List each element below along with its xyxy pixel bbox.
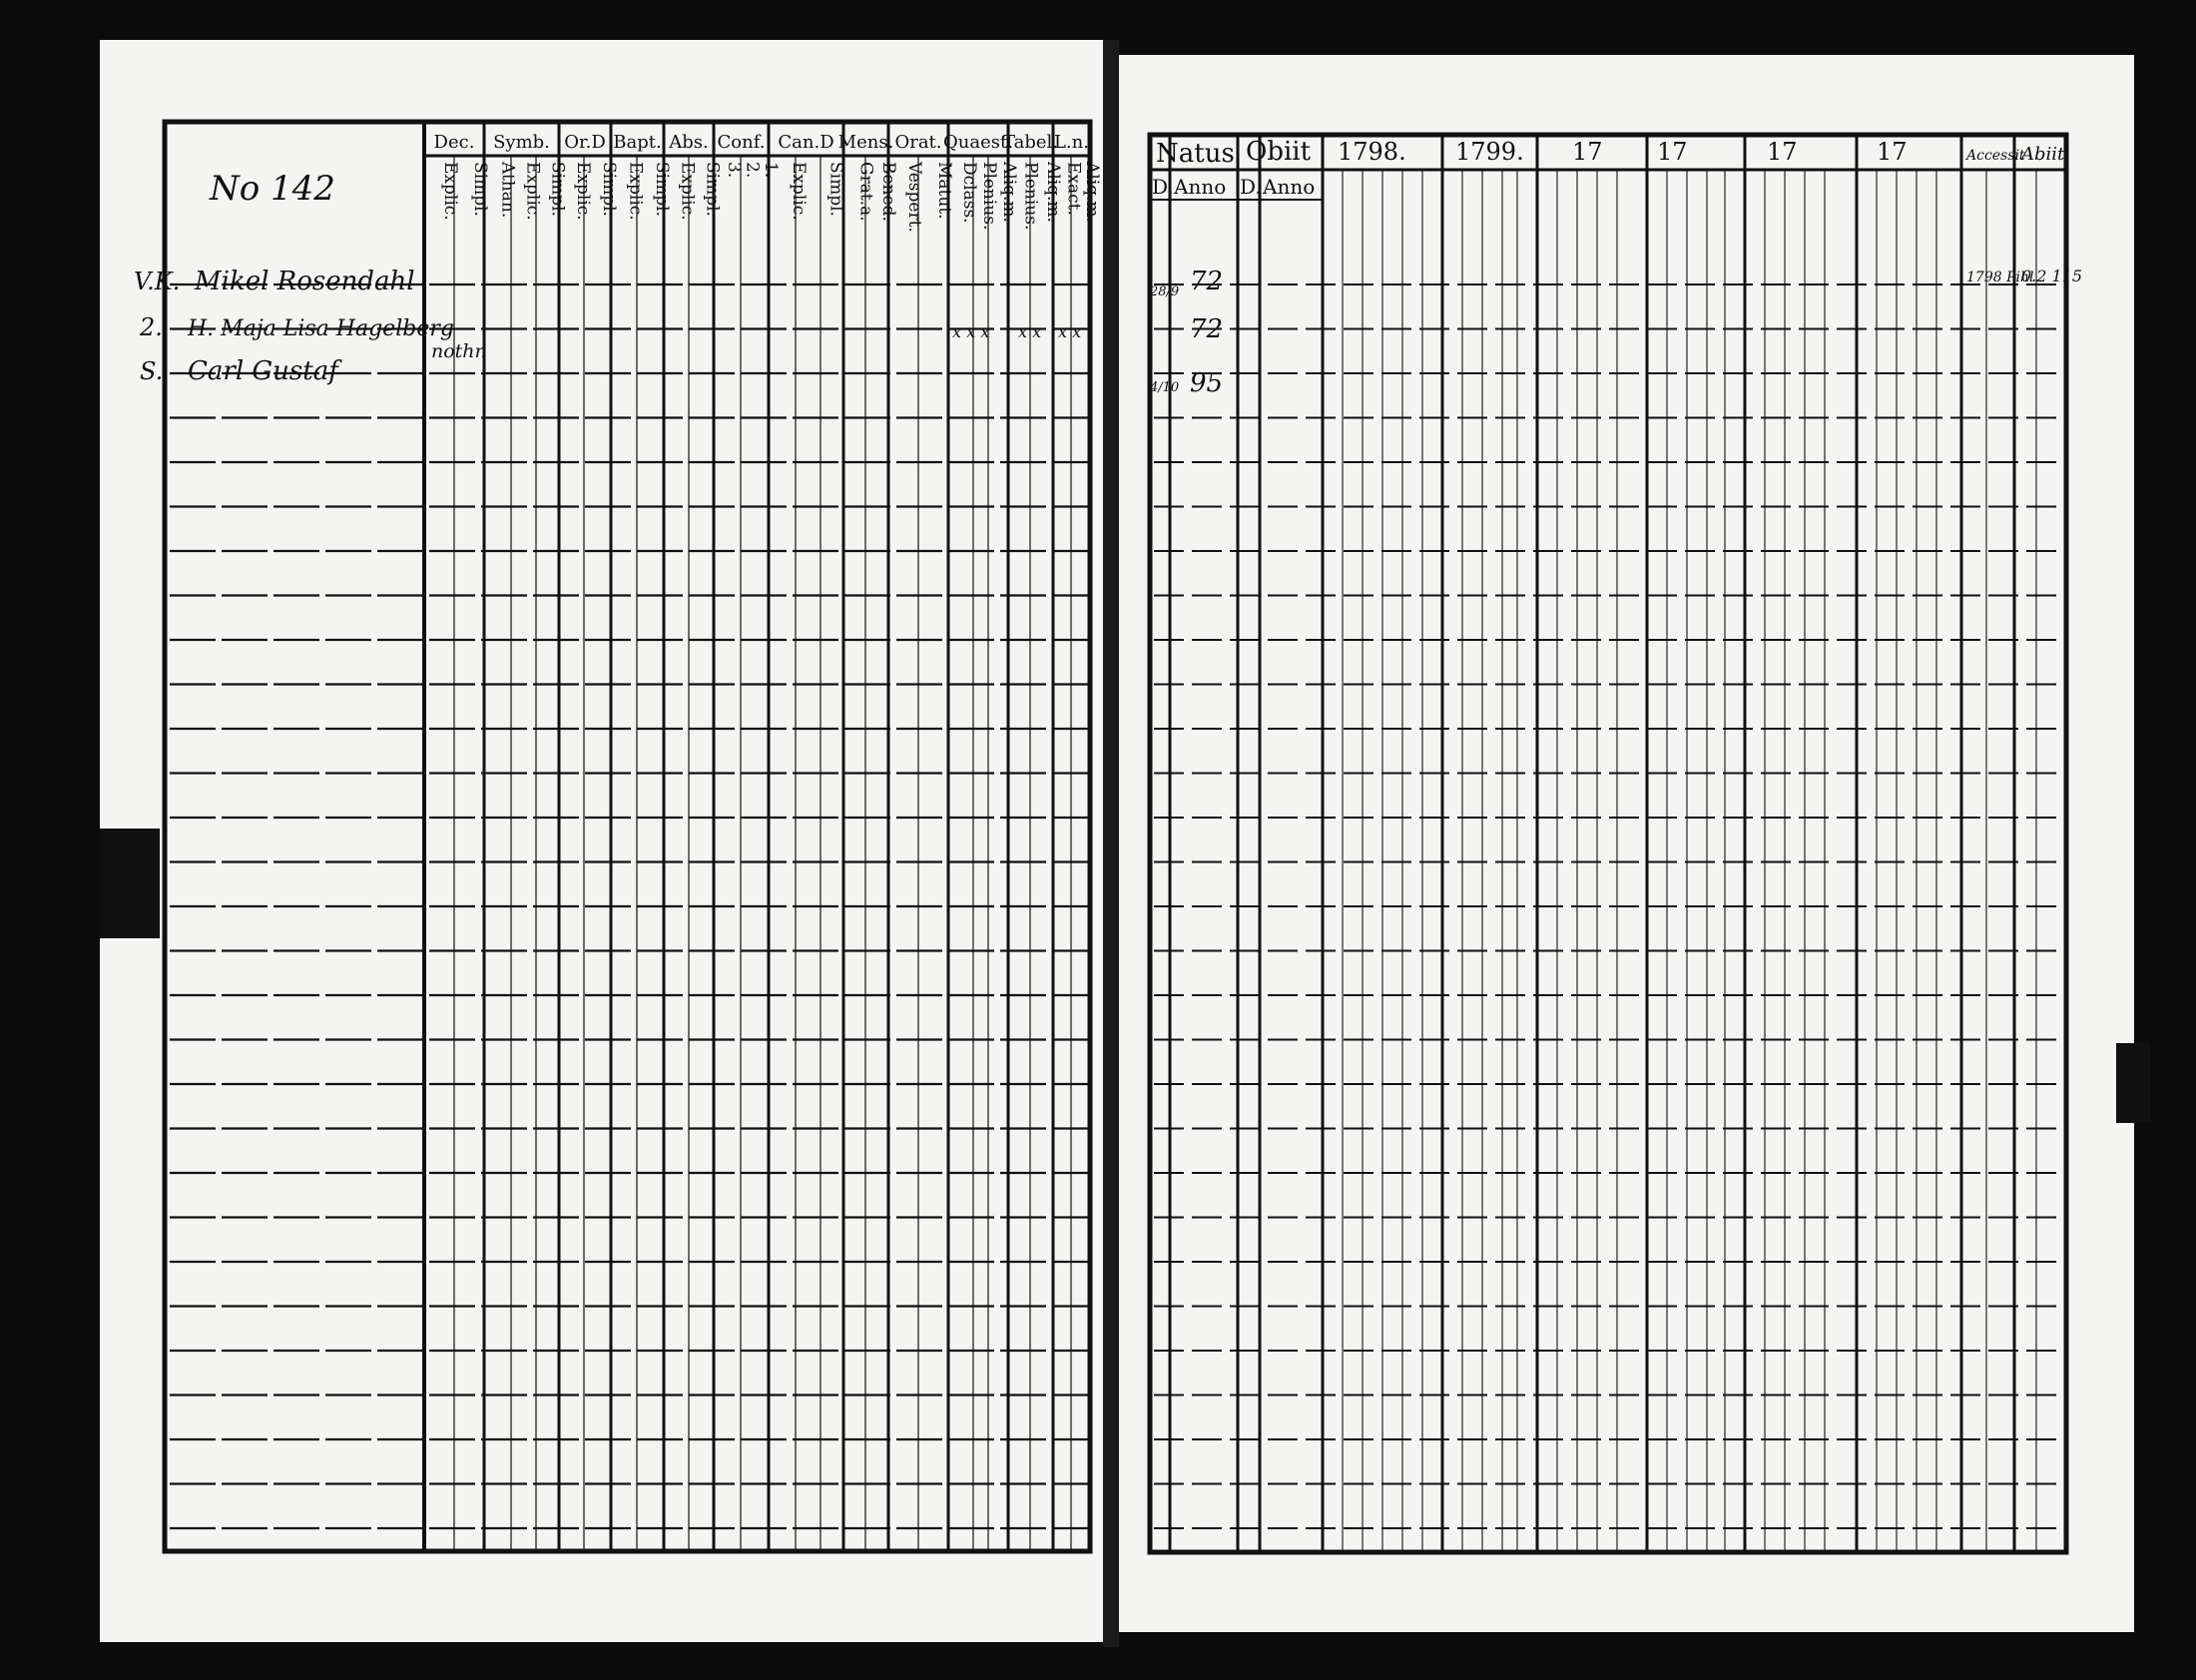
column-header-sub: Matut. <box>934 162 954 220</box>
column-header-sub: Simpl. <box>599 162 619 217</box>
accessit-header: Accessit <box>1966 148 2025 164</box>
column-header-sub: Explic. <box>522 162 543 221</box>
column-header-sub: 3. <box>724 162 745 179</box>
column-header-sub: Explic. <box>788 162 809 221</box>
column-header-top: Conf. <box>717 132 766 153</box>
birth-year: 95 <box>1190 368 1224 398</box>
tabel-mark: x x <box>1018 322 1042 341</box>
accessit-entry: 1798 Pihl <box>1966 270 2034 285</box>
household-number: No 142 <box>210 169 335 209</box>
year-header: 17 <box>1877 138 1908 166</box>
birth-day: 4/10 <box>1150 380 1180 395</box>
person-mark: 2. <box>140 313 163 341</box>
column-header-sub: 1. <box>760 162 781 179</box>
person-name: Carl Gustaf <box>188 356 338 386</box>
obiit-header: Obiit <box>1246 137 1312 167</box>
left-tab <box>100 829 160 938</box>
quaest-mark: x x x <box>952 322 990 341</box>
book-gutter <box>1103 40 1119 1647</box>
birth-year: 72 <box>1190 314 1224 344</box>
person-name: H. Maja Lisa Hagelberg <box>188 316 454 341</box>
abiit-header: Abiit <box>2021 144 2065 165</box>
column-header-sub: Simpl. <box>651 162 672 217</box>
column-header-sub: Simpl. <box>825 162 846 217</box>
year-header: 1798. <box>1338 138 1406 166</box>
column-header-sub: Explic. <box>677 162 698 221</box>
column-header-sub: Plenius. <box>979 162 999 231</box>
column-header-sub: Athan. <box>497 162 518 219</box>
column-header-sub: Vespert. <box>904 162 924 233</box>
column-header-sub: Bened. <box>877 162 898 222</box>
column-header-top: Abs. <box>669 132 709 153</box>
column-header-top: Or.D <box>564 132 606 153</box>
column-header-top: Symb. <box>493 132 550 153</box>
column-header-sub: 2. <box>742 162 763 179</box>
person-name: Mikel Rosendahl <box>195 267 415 296</box>
column-header-sub: Plenius. <box>1020 162 1041 231</box>
column-header-top: Can.D <box>778 132 834 153</box>
right-tab <box>2116 1043 2151 1123</box>
person-mark: V.K. <box>134 268 181 295</box>
column-header-sub: Simpl. <box>470 162 490 217</box>
column-header-top: Dec. <box>433 132 475 153</box>
column-header-sub: Aliq.m. <box>1081 162 1102 223</box>
column-header-sub: Grat.a. <box>855 162 876 222</box>
year-header: 17 <box>1657 138 1688 166</box>
column-header-top: Bapt. <box>613 132 662 153</box>
obiit-year-header: Anno <box>1263 175 1316 199</box>
natus-header: Natus <box>1156 139 1235 169</box>
note-nothn: nothn <box>431 340 487 362</box>
column-header-top: L.n. <box>1054 132 1089 153</box>
birth-day: 28/9 <box>1150 284 1180 299</box>
person-row <box>134 267 415 296</box>
lasning-mark: x x <box>1058 322 1082 341</box>
column-header-sub: Explic. <box>573 162 593 221</box>
column-header-top: Orat. <box>894 132 942 153</box>
column-header-top: Mens. <box>837 132 894 153</box>
natus-year-header: Anno <box>1174 175 1227 199</box>
column-header-sub: Simpl. <box>702 162 723 217</box>
person-mark: S. <box>140 357 164 385</box>
move-row <box>1966 267 2082 285</box>
birth-year: 72 <box>1190 267 1224 296</box>
column-header-top: Quaest. <box>943 132 1013 153</box>
column-header-sub: Aliq.m. <box>1042 162 1063 223</box>
column-header-sub: Explic. <box>625 162 646 221</box>
column-header-top: Tabel. <box>1003 132 1058 153</box>
column-header-sub: Simpl. <box>547 162 568 217</box>
year-header: 17 <box>1572 138 1603 166</box>
birth-row <box>1190 314 1223 344</box>
obiit-day-header: D. <box>1240 175 1262 199</box>
natus-day-header: D. <box>1152 175 1174 199</box>
column-header-sub: Exact. <box>1063 162 1084 216</box>
year-header: 17 <box>1767 138 1798 166</box>
abiit-entry: 0.2 115 <box>2021 267 2083 285</box>
column-header-sub: Dclass. <box>959 162 979 224</box>
column-header-sub: Aliq.m. <box>999 162 1019 223</box>
year-header: 1799. <box>1455 138 1524 166</box>
column-header-sub: Explic. <box>440 162 460 221</box>
